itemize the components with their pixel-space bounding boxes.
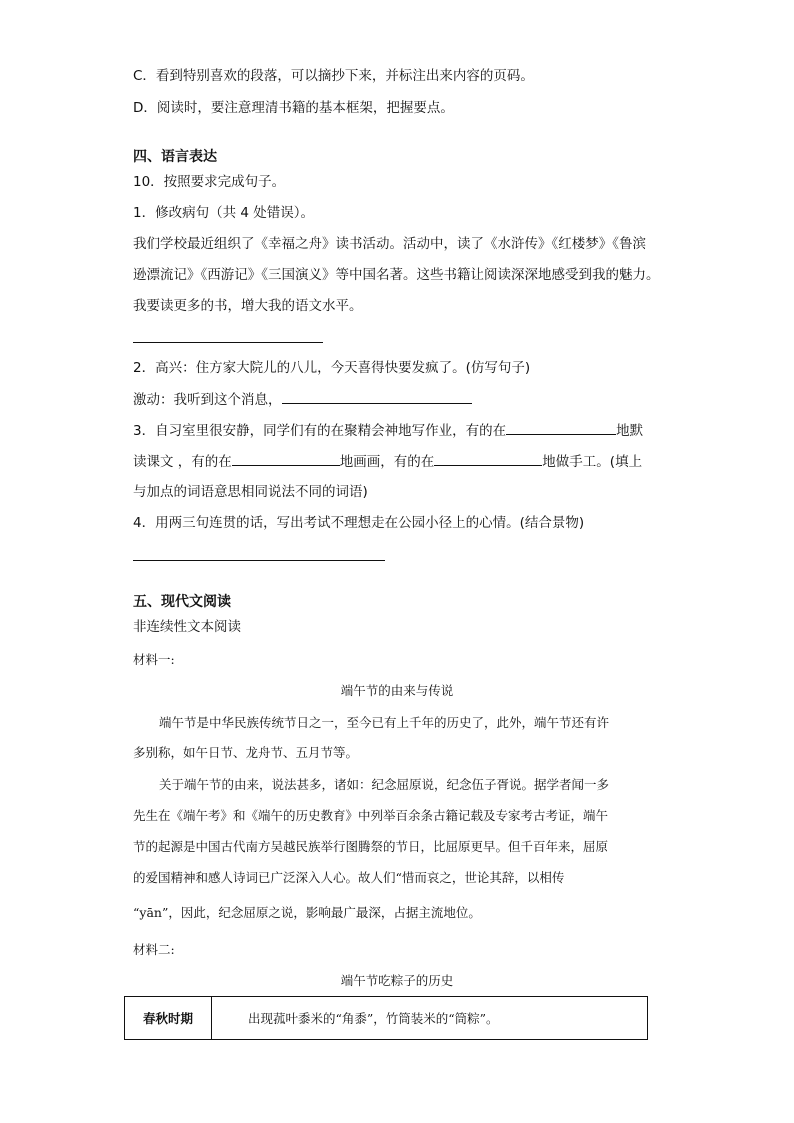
item3-line3: 与加点的词语意思相同说法不同的词语) — [133, 484, 368, 500]
item3-part4: 地画画，有的在 — [339, 454, 435, 470]
table-cell-desc: 出现菰叶黍米的“角黍”，竹筒装米的“筒粽”。 — [212, 997, 648, 1040]
item1-line3: 我要读更多的书，增大我的语文水平。 — [133, 298, 363, 314]
history-table — [124, 996, 648, 1040]
item3-line2 — [133, 451, 642, 472]
item3-part2: 地默 — [616, 423, 644, 439]
answer-line-4[interactable] — [133, 560, 385, 561]
material2-label: 材料二: — [133, 942, 175, 957]
item2-line1: 2．高兴：住方家大院儿的八儿，今天喜得快要发疯了。(仿写句子) — [133, 360, 531, 376]
section4-title: 四、语言表达 — [133, 149, 217, 165]
material1-label: 材料一: — [133, 652, 175, 667]
item2-line2 — [133, 389, 472, 410]
section5-subtitle: 非连续性文本阅读 — [133, 619, 241, 635]
item2-prompt: 激动：我听到这个消息， — [133, 392, 282, 408]
material1-title: 端午节的由来与传说 — [340, 683, 454, 698]
material1-p2-line4: 的爱国精神和感人诗词已广泛深入人心。故人们“惜而哀之，世论其辞，以相传 — [133, 870, 565, 885]
item3-part5: 地做手工。(填上 — [542, 454, 643, 470]
answer-blank-2[interactable] — [282, 389, 472, 404]
item1-line1: 我们学校最近组织了《幸福之舟》读书活动。活动中，读了《水浒传》《红楼梦》《鲁滨 — [133, 236, 646, 252]
table-cell-period: 春秋时期 — [125, 997, 212, 1040]
material1-p2-line2: 先生在《端午考》和《端午的历史教育》中列举百余条古籍记载及专家考古考证，端午 — [133, 808, 609, 823]
item1-line2: 逊漂流记》《西游记》《三国演义》等中国名著。这些书籍让阅读深深地感受到我的魅力。 — [133, 267, 660, 283]
material1-p2-line3: 节的起源是中国古代南方吴越民族举行图腾祭的节日，比屈原更早。但千百年来，屈原 — [133, 839, 609, 854]
answer-blank-3c[interactable] — [434, 451, 542, 466]
material2-title: 端午节吃粽子的历史 — [340, 973, 454, 988]
item3-line1 — [133, 420, 643, 441]
table-row — [125, 997, 648, 1040]
option-d: D．阅读时，要注意理清书籍的基本框架，把握要点。 — [133, 100, 454, 116]
material1-p1-line1: 端午节是中华民族传统节日之一，至今已有上千年的历史了，此外，端午节还有许 — [159, 715, 610, 730]
answer-blank-3a[interactable] — [506, 420, 616, 435]
material1-p2-line5: “yān”，因此，纪念屈原之说，影响最广最深，占据主流地位。 — [133, 905, 481, 920]
option-c: C．看到特别喜欢的段落，可以摘抄下来，并标注出来内容的页码。 — [133, 68, 534, 84]
item1-title: 1．修改病句（共 4 处错误）。 — [133, 205, 315, 221]
material1-p2-line1: 关于端午节的由来，说法甚多，诸如：纪念屈原说，纪念伍子胥说。据学者闻一多 — [159, 777, 610, 792]
item4: 4．用两三句连贯的话，写出考试不理想走在公园小径上的心情。(结合景物) — [133, 515, 585, 531]
material1-p1-line2: 多别称，如午日节、龙舟节、五月节等。 — [133, 745, 359, 760]
section5-title: 五、现代文阅读 — [133, 594, 231, 610]
item3-part3: 读课文 ，有的在 — [133, 454, 232, 470]
answer-blank-3b[interactable] — [232, 451, 340, 466]
question-10: 10．按照要求完成句子。 — [133, 174, 286, 190]
answer-line-1[interactable] — [133, 342, 323, 343]
item3-part1: 3．自习室里很安静，同学们有的在聚精会神地写作业，有的在 — [133, 423, 507, 439]
